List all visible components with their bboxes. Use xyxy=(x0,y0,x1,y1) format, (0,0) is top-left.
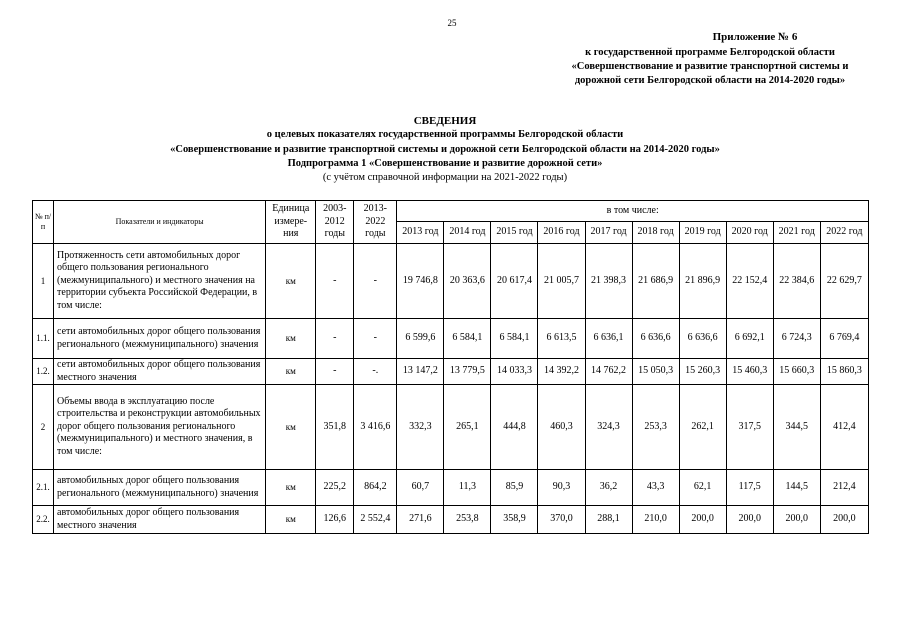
year-value-cell: 6 636,6 xyxy=(632,319,679,359)
header-year: 2013 год xyxy=(397,222,444,244)
year-value-cell: 212,4 xyxy=(820,470,868,506)
header-period-2013-2022: 2013-2022 годы xyxy=(354,201,397,244)
period-2003-2012-value: 351,8 xyxy=(316,385,354,470)
year-value-cell: 22 629,7 xyxy=(820,244,868,319)
year-value-cell: 13 779,5 xyxy=(444,359,491,385)
period-2013-2022-value: 864,2 xyxy=(354,470,397,506)
table-row xyxy=(33,319,869,359)
year-value-cell: 14 762,2 xyxy=(585,359,632,385)
heading-line: о целевых показателях государственной программы Белгородской области xyxy=(266,129,624,141)
year-value-cell: 15 660,3 xyxy=(773,359,820,385)
table-body xyxy=(33,244,869,534)
period-2013-2022-value: -. xyxy=(354,359,397,385)
year-value-cell: 317,5 xyxy=(726,385,773,470)
indicator-name: Протяженность сети автомобильных дорог общего пользования регионального (межмуниципального) и местного значения на территории субъекта Российской Федерации, в том числе: xyxy=(54,244,266,319)
year-value-cell: 200,0 xyxy=(773,506,820,534)
header-year: 2020 год xyxy=(726,222,773,244)
period-2003-2012-value: - xyxy=(316,319,354,359)
year-value-cell: 324,3 xyxy=(585,385,632,470)
year-value-cell: 444,8 xyxy=(491,385,538,470)
unit-cell: км xyxy=(266,319,316,359)
header-year: 2022 год xyxy=(820,222,868,244)
year-value-cell: 20 617,4 xyxy=(491,244,538,319)
year-value-cell: 358,9 xyxy=(491,506,538,534)
year-value-cell: 6 636,6 xyxy=(679,319,726,359)
year-value-cell: 117,5 xyxy=(726,470,773,506)
period-2013-2022-value: 3 416,6 xyxy=(354,385,397,470)
year-value-cell: 21 398,3 xyxy=(585,244,632,319)
year-value-cell: 90,3 xyxy=(538,470,585,506)
header-unit: Единица измере-ния xyxy=(266,201,316,244)
appendix-title: Приложение № 6 xyxy=(712,31,798,43)
year-value-cell: 6 599,6 xyxy=(397,319,444,359)
indicator-name: сети автомобильных дорог общего пользования регионального (межмуниципального) значения xyxy=(54,319,266,359)
year-value-cell: 253,8 xyxy=(444,506,491,534)
table-header xyxy=(33,201,869,244)
year-value-cell: 36,2 xyxy=(585,470,632,506)
heading-line: Подпрограмма 1 «Совершенствование и развитие дорожной сети» xyxy=(287,157,603,169)
unit-cell: км xyxy=(266,385,316,470)
row-number: 2.2. xyxy=(33,506,54,534)
header-number: № п/п xyxy=(33,201,54,244)
year-value-cell: 288,1 xyxy=(585,506,632,534)
header-year: 2016 год xyxy=(538,222,585,244)
year-value-cell: 85,9 xyxy=(491,470,538,506)
table-row xyxy=(33,385,869,470)
year-value-cell: 14 392,2 xyxy=(538,359,585,385)
year-value-cell: 412,4 xyxy=(820,385,868,470)
year-value-cell: 144,5 xyxy=(773,470,820,506)
unit-cell: км xyxy=(266,359,316,385)
page-number: 25 xyxy=(447,18,457,28)
header-year: 2019 год xyxy=(679,222,726,244)
year-value-cell: 15 050,3 xyxy=(632,359,679,385)
period-2013-2022-value: - xyxy=(354,244,397,319)
document-title: СВЕДЕНИЯ xyxy=(413,115,477,127)
header-year: 2014 год xyxy=(444,222,491,244)
appendix-line: дорожной сети Белгородской области на 2014-2020 годы» xyxy=(574,75,846,86)
year-value-cell: 253,3 xyxy=(632,385,679,470)
year-value-cell: 13 147,2 xyxy=(397,359,444,385)
header-year: 2015 год xyxy=(491,222,538,244)
year-value-cell: 22 152,4 xyxy=(726,244,773,319)
unit-cell: км xyxy=(266,244,316,319)
year-value-cell: 200,0 xyxy=(726,506,773,534)
row-number: 1 xyxy=(33,244,54,319)
appendix-block xyxy=(560,30,860,88)
heading-line: «Совершенствование и развитие транспортной системы и дорожной сети Белгородской области на 2014-2020 годы» xyxy=(170,143,720,155)
year-value-cell: 22 384,6 xyxy=(773,244,820,319)
year-value-cell: 15 260,3 xyxy=(679,359,726,385)
year-value-cell: 20 363,6 xyxy=(444,244,491,319)
period-2003-2012-value: - xyxy=(316,359,354,385)
indicator-name: сети автомобильных дорог общего пользования местного значения xyxy=(54,359,266,385)
year-value-cell: 262,1 xyxy=(679,385,726,470)
row-number: 2.1. xyxy=(33,470,54,506)
year-value-cell: 344,5 xyxy=(773,385,820,470)
indicator-name: автомобильных дорог общего пользования регионального (межмуниципального) значения xyxy=(54,470,266,506)
row-number: 1.2. xyxy=(33,359,54,385)
indicators-table xyxy=(32,200,869,534)
year-value-cell: 6 613,5 xyxy=(538,319,585,359)
year-value-cell: 6 584,1 xyxy=(491,319,538,359)
appendix-line: «Совершенствование и развитие транспортной системы и xyxy=(571,61,849,72)
year-value-cell: 370,0 xyxy=(538,506,585,534)
year-value-cell: 15 460,3 xyxy=(726,359,773,385)
year-value-cell: 6 636,1 xyxy=(585,319,632,359)
year-value-cell: 460,3 xyxy=(538,385,585,470)
header-period-2003-2012: 2003-2012 годы xyxy=(316,201,354,244)
year-value-cell: 21 686,9 xyxy=(632,244,679,319)
row-number: 1.1. xyxy=(33,319,54,359)
unit-cell: км xyxy=(266,470,316,506)
year-value-cell: 21 005,7 xyxy=(538,244,585,319)
year-value-cell: 6 584,1 xyxy=(444,319,491,359)
year-value-cell: 19 746,8 xyxy=(397,244,444,319)
period-2013-2022-value: - xyxy=(354,319,397,359)
period-2003-2012-value: 225,2 xyxy=(316,470,354,506)
period-2003-2012-value: 126,6 xyxy=(316,506,354,534)
row-number: 2 xyxy=(33,385,54,470)
indicator-name: автомобильных дорог общего пользования местного значения xyxy=(54,506,266,534)
header-year: 2021 год xyxy=(773,222,820,244)
year-value-cell: 210,0 xyxy=(632,506,679,534)
table-row xyxy=(33,506,869,534)
header-year: 2017 год xyxy=(585,222,632,244)
header-indicators: Показатели и индикаторы xyxy=(54,201,266,244)
year-value-cell: 15 860,3 xyxy=(820,359,868,385)
period-2003-2012-value: - xyxy=(316,244,354,319)
indicator-name: Объемы ввода в эксплуатацию после строительства и реконструкции автомобильных дорог общего пользования регионального (межмуниципального) и местного значения, в том числе: xyxy=(54,385,266,470)
year-value-cell: 14 033,3 xyxy=(491,359,538,385)
year-value-cell: 11,3 xyxy=(444,470,491,506)
table-row xyxy=(33,470,869,506)
year-value-cell: 60,7 xyxy=(397,470,444,506)
year-value-cell: 6 724,3 xyxy=(773,319,820,359)
heading-note: (с учётом справочной информации на 2021-2022 годы) xyxy=(322,172,568,184)
document-heading xyxy=(120,114,770,185)
year-value-cell: 200,0 xyxy=(679,506,726,534)
unit-cell: км xyxy=(266,506,316,534)
year-value-cell: 6 769,4 xyxy=(820,319,868,359)
year-value-cell: 21 896,9 xyxy=(679,244,726,319)
header-including: в том числе: xyxy=(397,201,869,222)
year-value-cell: 271,6 xyxy=(397,506,444,534)
year-value-cell: 62,1 xyxy=(679,470,726,506)
year-value-cell: 265,1 xyxy=(444,385,491,470)
header-year: 2018 год xyxy=(632,222,679,244)
table-row xyxy=(33,359,869,385)
year-value-cell: 6 692,1 xyxy=(726,319,773,359)
period-2013-2022-value: 2 552,4 xyxy=(354,506,397,534)
table-row xyxy=(33,244,869,319)
appendix-line: к государственной программе Белгородской области xyxy=(585,47,835,58)
year-value-cell: 200,0 xyxy=(820,506,868,534)
year-value-cell: 43,3 xyxy=(632,470,679,506)
year-value-cell: 332,3 xyxy=(397,385,444,470)
